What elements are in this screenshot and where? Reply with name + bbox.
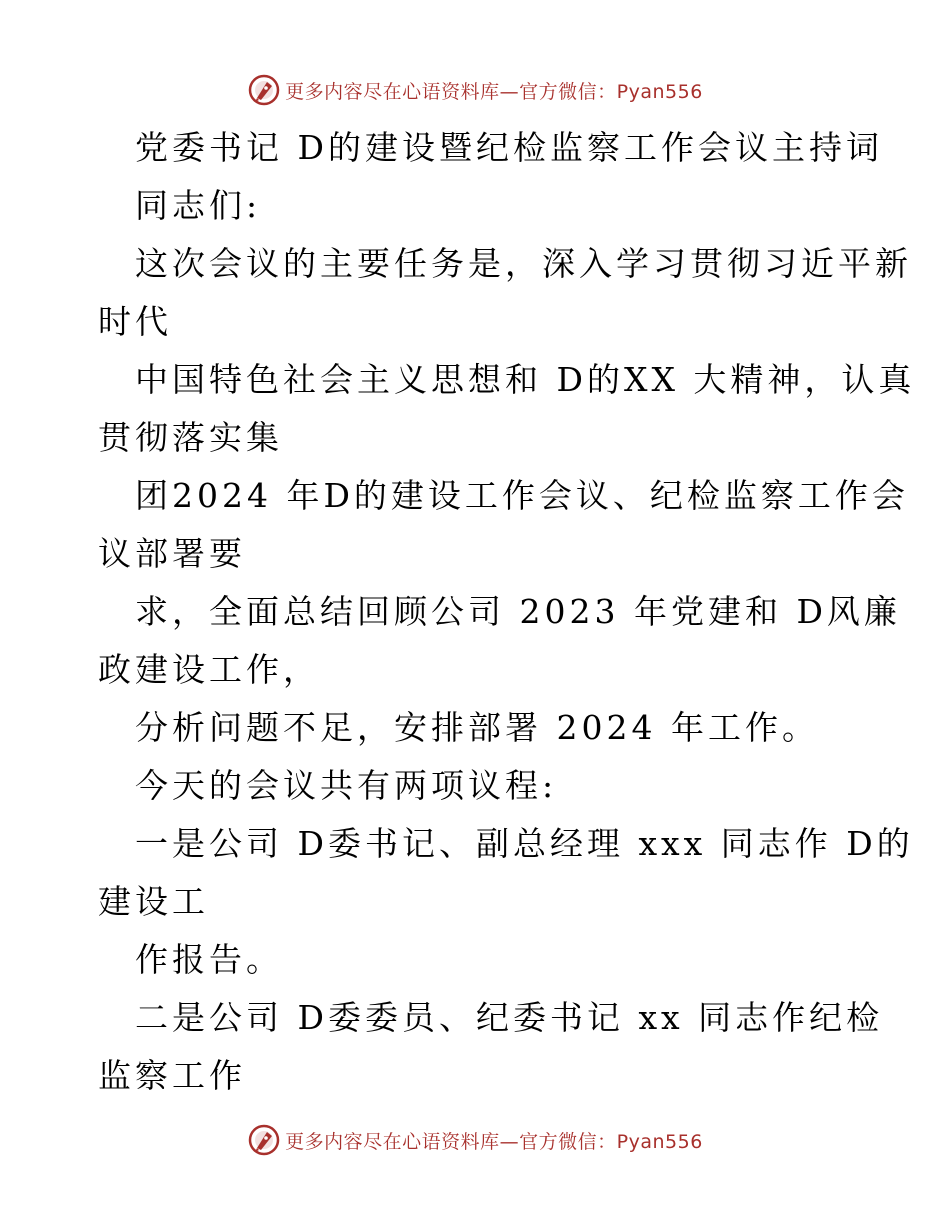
document-title: 党委书记 D的建设暨纪检监察工作会议主持词 (135, 128, 883, 167)
header-banner (0, 72, 950, 108)
pen-nib-logo-icon (247, 73, 281, 107)
text-line: 贯彻落实集 (98, 418, 283, 457)
text-line: 监察工作 (98, 1056, 246, 1095)
text-line: 这次会议的主要任务是，深入学习贯彻习近平新 (135, 244, 912, 283)
text-line: 团2024 年D的建设工作会议、纪检监察工作会 (135, 476, 909, 515)
text-line: 分析问题不足，安排部署 2024 年工作。 (135, 708, 819, 747)
header-banner-text: 更多内容尽在心语资料库—官方微信：Pyan556 (285, 80, 703, 103)
text-line: 同志们: (135, 186, 262, 225)
footer-banner (0, 1122, 950, 1158)
text-line: 议部署要 (98, 534, 246, 573)
pen-nib-logo-icon (247, 1123, 281, 1157)
text-line: 建设工 (98, 882, 209, 921)
text-line: 作报告。 (135, 940, 283, 979)
text-line: 今天的会议共有两项议程: (135, 766, 558, 805)
text-line: 二是公司 D委委员、纪委书记 xx 同志作纪检 (135, 998, 884, 1037)
text-line: 一是公司 D委书记、副总经理 xxx 同志作 D的 (135, 824, 914, 863)
text-line: 中国特色社会主义思想和 D的XX 大精神，认真 (135, 360, 916, 399)
text-line: 求，全面总结回顾公司 2023 年党建和 D风廉 (135, 592, 901, 631)
text-line: 时代 (98, 302, 172, 341)
text-line: 政建设工作， (98, 650, 320, 689)
footer-banner-text: 更多内容尽在心语资料库—官方微信：Pyan556 (285, 1130, 703, 1153)
